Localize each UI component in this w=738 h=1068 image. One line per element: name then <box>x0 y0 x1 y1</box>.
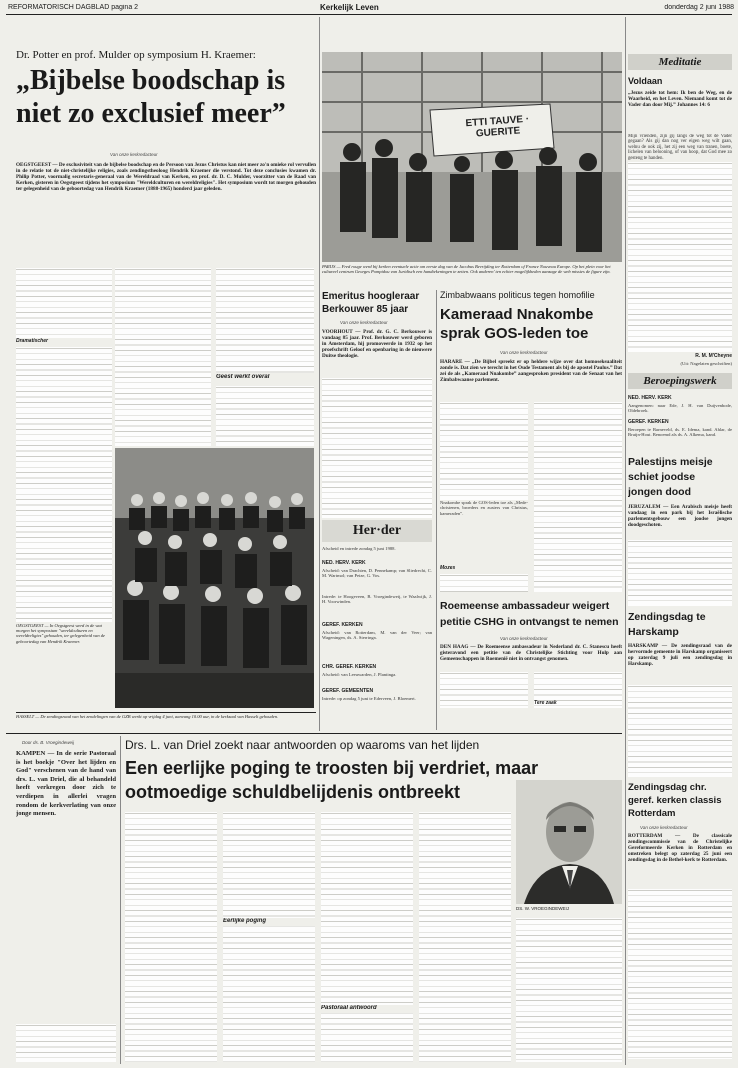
palestijns-title: Palestijns meisje schiet joodse jongen dood <box>628 456 713 498</box>
meditatie-body-cont <box>628 162 732 352</box>
van-driel-col2 <box>223 812 315 1062</box>
herder-label: Her·der <box>322 520 432 542</box>
van-driel-subhead1: Eerlijke poging <box>223 918 315 926</box>
zendingsdag-body <box>628 685 732 777</box>
emeritus-byline: Van onze kerkredacteur <box>340 320 388 325</box>
masthead-rule <box>6 14 732 15</box>
paris-banner-text: ETTI TAUVE · GUERITE <box>465 113 530 140</box>
masthead-paper: REFORMATORISCH DAGBLAD pagina 2 <box>8 4 139 11</box>
van-driel-col4 <box>419 812 511 1062</box>
beroepingswerk-label: Beroepingswerk <box>628 373 732 389</box>
zendingsdag2-byline: Van onze kerkredacteur <box>640 825 688 830</box>
paris-caption: PARIJS — Fred rouge werd bij kerken eventuele actie om eerste dag van de Jacobus Bevrijding ter Rotterdam of France Nouveau Europe. Op het plein voor het cultureel centrum Georges Pompidou van Juridisch een handtekeningen te zetten. Ook anderen' ten echter mogelijkheden aanzage de web missies de figure zijn. <box>322 264 611 275</box>
van-driel-subhead2: Pastoraal antwoord <box>321 1005 413 1013</box>
palestijns-text: JERUZALEM — Een Arabisch meisje heeft vandaag in een park bij het Israëlische parlementsgebouw een joodse jongen doodgeschoten. <box>628 504 732 528</box>
zimbabwe-lead: HARARE — „De Bijbel spreekt er op heldere wijze over dat homoseksualiteit zonde is. Dat zien we terecht in het Oude Testament als bij de apostel Paulus.” Dat zei de als „Kameraad Nnakombe” aangesproken president van de Senaat van het Zimbabwaanse parlement. <box>440 359 622 383</box>
herder-chr-text: Afscheid: van Leeuwarden, J. Plantinga. <box>322 672 397 677</box>
col-rule-1 <box>319 17 320 731</box>
van-driel-col0-body <box>16 1024 116 1062</box>
meditatie-author: R. M. M'Cheyne <box>695 353 732 359</box>
van-driel-kicker: Drs. L. van Driel zoekt naar antwoorden op waaroms van het lijden <box>125 738 480 752</box>
emeritus-title: Emeritus hoogleraar Berkouwer 85 jaar <box>322 291 420 315</box>
beroep-ned-text: Aangenomen: naar Ede, J. H. van Duijvenbode, Oldebroek. <box>628 403 732 414</box>
lead-kicker: Dr. Potter en prof. Mulder op symposium H. Kraemer: <box>16 49 256 61</box>
zimbabwe-body: Nnakombe sprak de GOS-leden toe als „Mede-christenen, broeders en zusters van Christus, kameraden”. <box>440 500 528 516</box>
meditatie-source: (Uit: Nagelaten geschriften) <box>680 361 732 366</box>
herder-date: Afscheid en intrede zondag 5 juni 1988. <box>322 546 396 551</box>
zendingsdag-title: Zendingsdag te Harskamp <box>628 611 706 638</box>
beroep-geref: GEREF. KERKEN <box>628 419 669 425</box>
herder-geref: GEREF. KERKEN <box>322 622 363 628</box>
herder-gem: GEREF. GEMEENTEN <box>322 688 374 694</box>
herder-gem-text: Intrede: op zondag 5 juni te Ederveen, J. Bloemert. <box>322 696 416 701</box>
beroep-geref-text: Beroepen te Barneveld, ds. E. Idema, kand. Ahlar, de Bruijn-Hout. Benoemd als ds. A. Alkema, kand. <box>628 427 732 438</box>
zimbabwe-title: Kameraad Nnakombe sprak GOS-leden toe <box>440 306 594 342</box>
portrait-caption: DS. W. VROEGINDEWEIJ <box>516 906 570 911</box>
lead-note: OEGSTGEEST — In Oegstgeest werd in de wat morgen het symposium "wereldculturen en wereldreligies" gehouden, ter gelegenheid van de geboortedag van Hendrik Kraemer. <box>16 623 106 644</box>
col-rule-3 <box>625 17 626 1065</box>
zendingsdag-text: HARSKAMP — De zendingsraad van de hervormde gemeente in Harskamp organiseert op zaterdag 9 juli een zendingsdag in Harskamp. <box>628 643 732 667</box>
emeritus-lead: VOORHOUT — Prof. dr. G. C. Berkouwer is vandaag 85 jaar. Prof. Berkouwer werd geboren in Amsterdam, hij promoveerde in 1932 op het proefschrift Geloof en openbaring in de nieuwere Duitse theologie. <box>322 329 432 359</box>
lead-intro: OEGSTGEEST — De exclusiviteit van de bijbelse boodschap en de Persoon van Jezus Christus kan niet meer zo'n omieke rol vervullen in de relatie tot de niet-christelijke religies, zoals zendingstheoloog Hendrik Kraemer die verstond. Tot deze conclusies kwamen dr. Philip Potter, voormalig secretaris-generaal van de Wereldraad van Kerken, en prof. dr. D. C. Mulder, voorzitter van de Raad van Kerken, gisteren in Oegstgeest tijdens het symposium "Wereldculturen en wereldreligies". Het symposium wordt tot morgen gehouden ter gelegenheid van de geboortedag van Hendrik Kraemer (1888-1965) honderd jaar geleden. <box>16 162 316 192</box>
van-driel-lead: KAMPEN — In de serie Pastoraal is het boekje "Over het lijden en God" verschenen van de hand van drs. L. van Driel, die al behandeld heeft verkregen door zich te verdiepen in allerlei vragen rondom de kerkverlating van onze jonge mensen. <box>16 750 116 818</box>
portrait-photo-art <box>516 780 622 904</box>
zendingsdag2-title: Zendingsdag chr. geref. kerken classis Rotterdam <box>628 782 722 819</box>
conference-photo-art <box>115 448 314 708</box>
conference-photo-caption <box>115 448 116 449</box>
col-rule-2 <box>436 290 437 730</box>
zimbabwe-col1 <box>440 402 528 500</box>
lead-col1-body <box>16 347 112 622</box>
zimbabwe-byline: Van onze kerkredacteur <box>500 350 548 355</box>
masthead-date: donderdag 2 juni 1988 <box>664 4 734 11</box>
roemeense-subhead: Tere zaak <box>534 700 557 706</box>
zimbabwe-col1b <box>440 574 528 592</box>
portrait-photo <box>516 780 622 904</box>
van-driel-col5 <box>516 918 622 1062</box>
zimbabwe-subhead: Mozes <box>440 565 456 571</box>
herder-ned: NED. HERV. KERK <box>322 560 366 566</box>
lead-headline: „Bijbelse boodschap is niet zo exclusief meer” <box>16 65 286 129</box>
lead-subhead: Dramatischer <box>16 338 48 344</box>
van-driel-rule <box>6 733 622 734</box>
lead-bottom-rule <box>16 712 316 713</box>
van-driel-col1 <box>125 812 217 1062</box>
meditatie-quote: „Jezus zeide tot hem: Ik ben de Weg, en de Waarheid, en het Leven. Niemand komt tot de Vader dan door Mij.” Johannes 14: 6 <box>628 90 732 108</box>
lead-bottom-caption: HASSELT — De zendingsraad van het zendelingen van de GZB werkt op vrijdag 4 juni, aanvang 10.00 uur, in de kerkzaal van Hasselt gehouden. <box>16 714 279 719</box>
roemeense-title: Roemeense ambassadeur weigert petitie CSHG in ontvangst te nemen <box>440 600 619 628</box>
emeritus-body <box>322 378 432 518</box>
herder-text1: Afscheid: van Drachten, D. Pennekamp; van Sliedrecht, C. M. Wartmol; van Peize, G. Vos. <box>322 568 432 579</box>
lead-byline: Van onze kerkredacteur <box>110 152 158 157</box>
meditatie-title: Voldaan <box>628 76 663 86</box>
roemeense-byline: Van onze kerkredacteur <box>500 636 548 641</box>
palestijns-body <box>628 540 732 606</box>
lead-subhead2: Geest werkt overal <box>216 374 270 380</box>
col-rule-4 <box>120 736 121 1064</box>
conference-photo <box>115 448 314 708</box>
meditatie-label: Meditatie <box>628 54 732 70</box>
van-driel-col3 <box>321 812 413 1062</box>
zimbabwe-col2 <box>534 402 622 592</box>
van-driel-headline: Een eerlijke poging te troosten bij verdriet, maar ootmoedige schuldbelijdenis ontbreekt <box>125 758 539 802</box>
paris-photo-art <box>322 52 622 262</box>
lead-col1-top <box>16 268 112 338</box>
masthead-section: Kerkelijk Leven <box>320 3 379 12</box>
paris-photo <box>322 52 622 262</box>
zendingsdag2-text: ROTTERDAM — De classicale zendingscommissie van de Christelijke Gereformeerde Kerken in Rotterdam en omstreken belegt op zaterdag 25 juni een zendingsdag in de Bethel-kerk te Rotterdam. <box>628 833 732 863</box>
zendingsdag2-body <box>628 889 732 1059</box>
herder-text2: Afscheid: van Rotterdam, M. van der Veer; van Wageningen, ds. A. Sterringa. <box>322 630 432 641</box>
beroep-ned: NED. HERV. KERK <box>628 395 672 401</box>
lead-col2-body <box>115 268 211 446</box>
van-driel-byline: Door ds. B. Vroegindeweij <box>22 740 74 745</box>
roemeense-lead: DEN HAAG — De Roemeense ambassadeur in Nederland dr. C. Stanescu heeft gisteravond een petitie van de Christelijke Stichting voor Hulp aan Gemeenschappen in Roemenië niet in ontvangst genomen. <box>440 644 622 662</box>
herder-intrede: Intrede: te Hoogeveen, B. Vroegindeweij, te Waalwijk, J. H. Voorwinden. <box>322 594 432 605</box>
roemeense-col1 <box>440 672 528 708</box>
lead-col3-body <box>216 268 314 446</box>
herder-chr: CHR. GEREF. KERKEN <box>322 664 377 670</box>
meditatie-body: Mijn vrienden, zijn gij langs de weg tot de Vader gegaan? Als gij dan nog ver eigen weg wilt gaan, welnu de ook zij, het zij een weg van tranen, boete, lichelen van belooning, of van hoop, dat God mee zo gesteng te handen. <box>628 134 732 161</box>
zimbabwe-kicker: Zimbabwaans politicus tegen homofilie <box>440 290 595 300</box>
